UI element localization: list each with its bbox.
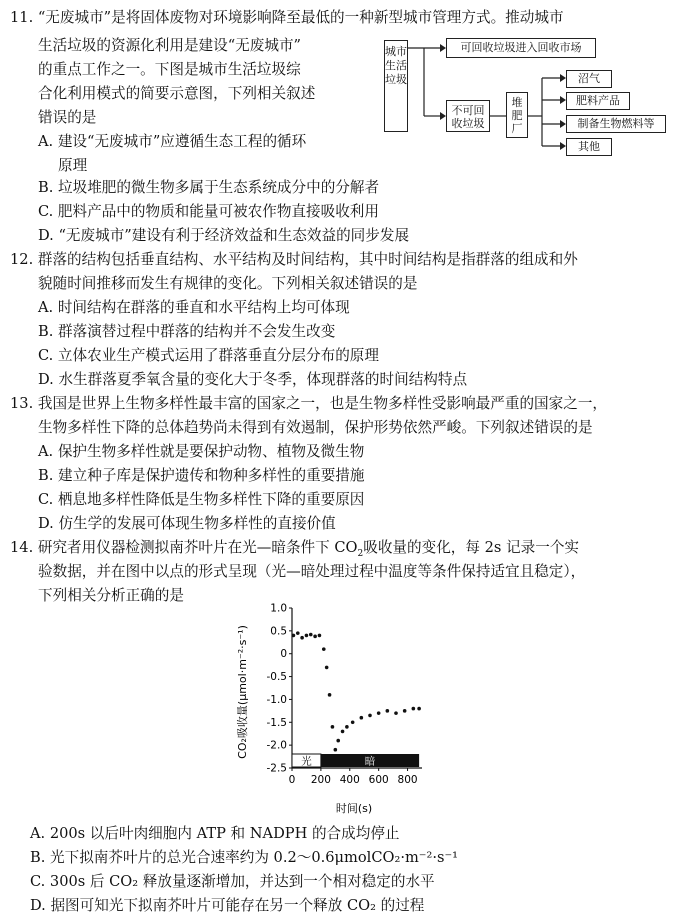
data-point <box>403 709 407 713</box>
dark-period-label: 暗 <box>364 755 376 768</box>
data-point <box>334 748 338 752</box>
data-point <box>394 711 398 715</box>
data-point <box>341 730 345 734</box>
y-tick-label: 0 <box>280 648 287 661</box>
chart-y-label: CO₂吸收量(μmol·m⁻²·s⁻¹) <box>236 625 249 759</box>
q12-stem-line2: 貌随时间推移而发生有规律的变化。下列相关叙述错误的是 <box>38 275 418 292</box>
q11-stem-line2: 生活垃圾的资源化利用是建设“无废城市” <box>38 37 302 54</box>
y-tick-label: -2.5 <box>266 762 287 775</box>
y-tick-label: -1.5 <box>266 716 287 729</box>
q12-option-a: A. 时间结构在群落的垂直和水平结构上均可体现 <box>38 299 350 316</box>
data-point <box>318 634 322 638</box>
x-tick-label: 400 <box>339 774 360 786</box>
q13-stem-line1: 13. 我国是世界上生物多样性最丰富的国家之一，也是生物多样性受影响最严重的国家之一， <box>10 395 608 412</box>
q13-stem-line2: 生物多样性下降的总体趋势尚未得到有效遏制，保护形势依然严峻。下列叙述错误的是 <box>38 419 593 436</box>
q13-option-d: D. 仿生学的发展可体现生物多样性的直接价值 <box>38 515 336 532</box>
q12-option-c: C. 立体农业生产模式运用了群落垂直分层分布的原理 <box>38 347 379 364</box>
y-tick-label: 0.5 <box>270 625 287 638</box>
q13-option-c: C. 栖息地多样性降低是生物多样性下降的重要原因 <box>38 491 365 508</box>
urban-waste-box: 城市生活垃圾 <box>384 40 408 132</box>
x-tick-label: 200 <box>310 774 331 786</box>
y-tick-label: -1.0 <box>266 693 287 706</box>
data-point <box>328 693 332 697</box>
q14-option-a: A. 200s 以后叶肉细胞内 ATP 和 NADPH 的合成均停止 <box>30 825 400 842</box>
q11-option-a-cont: 原理 <box>58 157 88 174</box>
q11-stem-line5: 错误的是 <box>38 109 97 126</box>
q13-option-a: A. 保护生物多样性就是要保护动物、植物及微生物 <box>38 443 365 460</box>
q12-option-b: B. 群落演替过程中群落的结构并不会发生改变 <box>38 323 336 340</box>
q14-option-c: C. 300s 后 CO₂ 释放量逐渐增加，并达到一个相对稳定的水平 <box>30 873 435 890</box>
data-point <box>313 635 317 639</box>
data-point <box>322 647 326 651</box>
q11-stem-line3: 的重点工作之一。下图是城市生活垃圾综 <box>38 61 301 78</box>
x-tick-label: 600 <box>368 774 389 786</box>
data-point <box>417 707 421 711</box>
q11-option-c: C. 肥料产品中的物质和能量可被农作物直接吸收利用 <box>38 203 379 220</box>
q14-option-d: D. 据图可知光下拟南芥叶片可能存在另一个释放 CO₂ 的过程 <box>30 897 425 914</box>
data-point <box>292 634 296 638</box>
q11-option-a: A. 建设“无废城市”应遵循生态工程的循环 <box>38 133 307 150</box>
product-biofuel-box: 制备生物燃料等 <box>566 115 666 133</box>
data-point <box>368 714 372 718</box>
q11-stem-line1: 11. “无废城市”是将固体废物对环境影响降至最低的一种新型城市管理方式。推动城市 <box>10 9 564 26</box>
q11-option-d: D. “无废城市”建设有利于经济效益和生态效益的同步发展 <box>38 227 410 244</box>
data-point <box>300 636 304 640</box>
compost-plant-box: 堆肥厂 <box>506 92 528 138</box>
q14-stem-line2: 验数据，并在图中以点的形式呈现（光—暗处理过程中温度等条件保持适宜且稳定）， <box>38 563 586 580</box>
y-tick-label: 1.0 <box>270 602 287 615</box>
data-point <box>331 725 335 729</box>
y-tick-label: -2.0 <box>266 739 287 752</box>
q11-stem-line4: 合化利用模式的简要示意图，下列相关叙述 <box>38 85 316 102</box>
q11-option-b: B. 垃圾堆肥的微生物多属于生态系统成分中的分解者 <box>38 179 380 196</box>
x-tick-label: 0 <box>288 774 296 786</box>
q12-option-d: D. 水生群落夏季氧含量的变化大于冬季，体现群落的时间结构特点 <box>38 371 468 388</box>
data-point <box>351 720 355 724</box>
product-fertilizer-box: 肥料产品 <box>566 92 630 110</box>
data-point <box>325 666 329 670</box>
y-tick-label: -0.5 <box>266 671 287 684</box>
q14-stem-line3: 下列相关分析正确的是 <box>38 587 184 604</box>
product-other-box: 其他 <box>566 138 612 156</box>
x-tick-label: 800 <box>397 774 418 786</box>
data-point <box>336 739 340 743</box>
q13-option-b: B. 建立种子库是保护遗传和物种多样性的重要措施 <box>38 467 365 484</box>
q14-option-b: B. 光下拟南芥叶片的总光合速率约为 0.2～0.6μmolCO₂·m⁻²·s⁻¹ <box>30 849 459 866</box>
q12-stem-line1: 12. 群落的结构包括垂直结构、水平结构及时间结构，其中时间结构是指群落的组成和外 <box>10 251 578 268</box>
data-point <box>386 709 390 713</box>
data-point <box>296 631 300 635</box>
recyclable-box: 可回收垃圾进入回收市场 <box>446 38 596 58</box>
q14-stem-line1: 14. 研究者用仪器检测拟南芥叶片在光—暗条件下 $CO_2$吸收量的变化，每 2s 记录一个实 <box>10 539 580 559</box>
data-point <box>412 707 416 711</box>
data-point <box>360 716 364 720</box>
chart-x-label: 时间(s) <box>335 802 373 815</box>
nonrecyclable-box: 不可回收垃圾 <box>446 100 490 132</box>
data-point <box>345 725 349 729</box>
data-point <box>305 634 309 638</box>
data-point <box>309 633 313 637</box>
product-biogas-box: 沼气 <box>566 70 612 88</box>
co2-uptake-chart <box>230 600 450 818</box>
light-period-label: 光 <box>301 755 312 768</box>
data-point <box>377 711 381 715</box>
